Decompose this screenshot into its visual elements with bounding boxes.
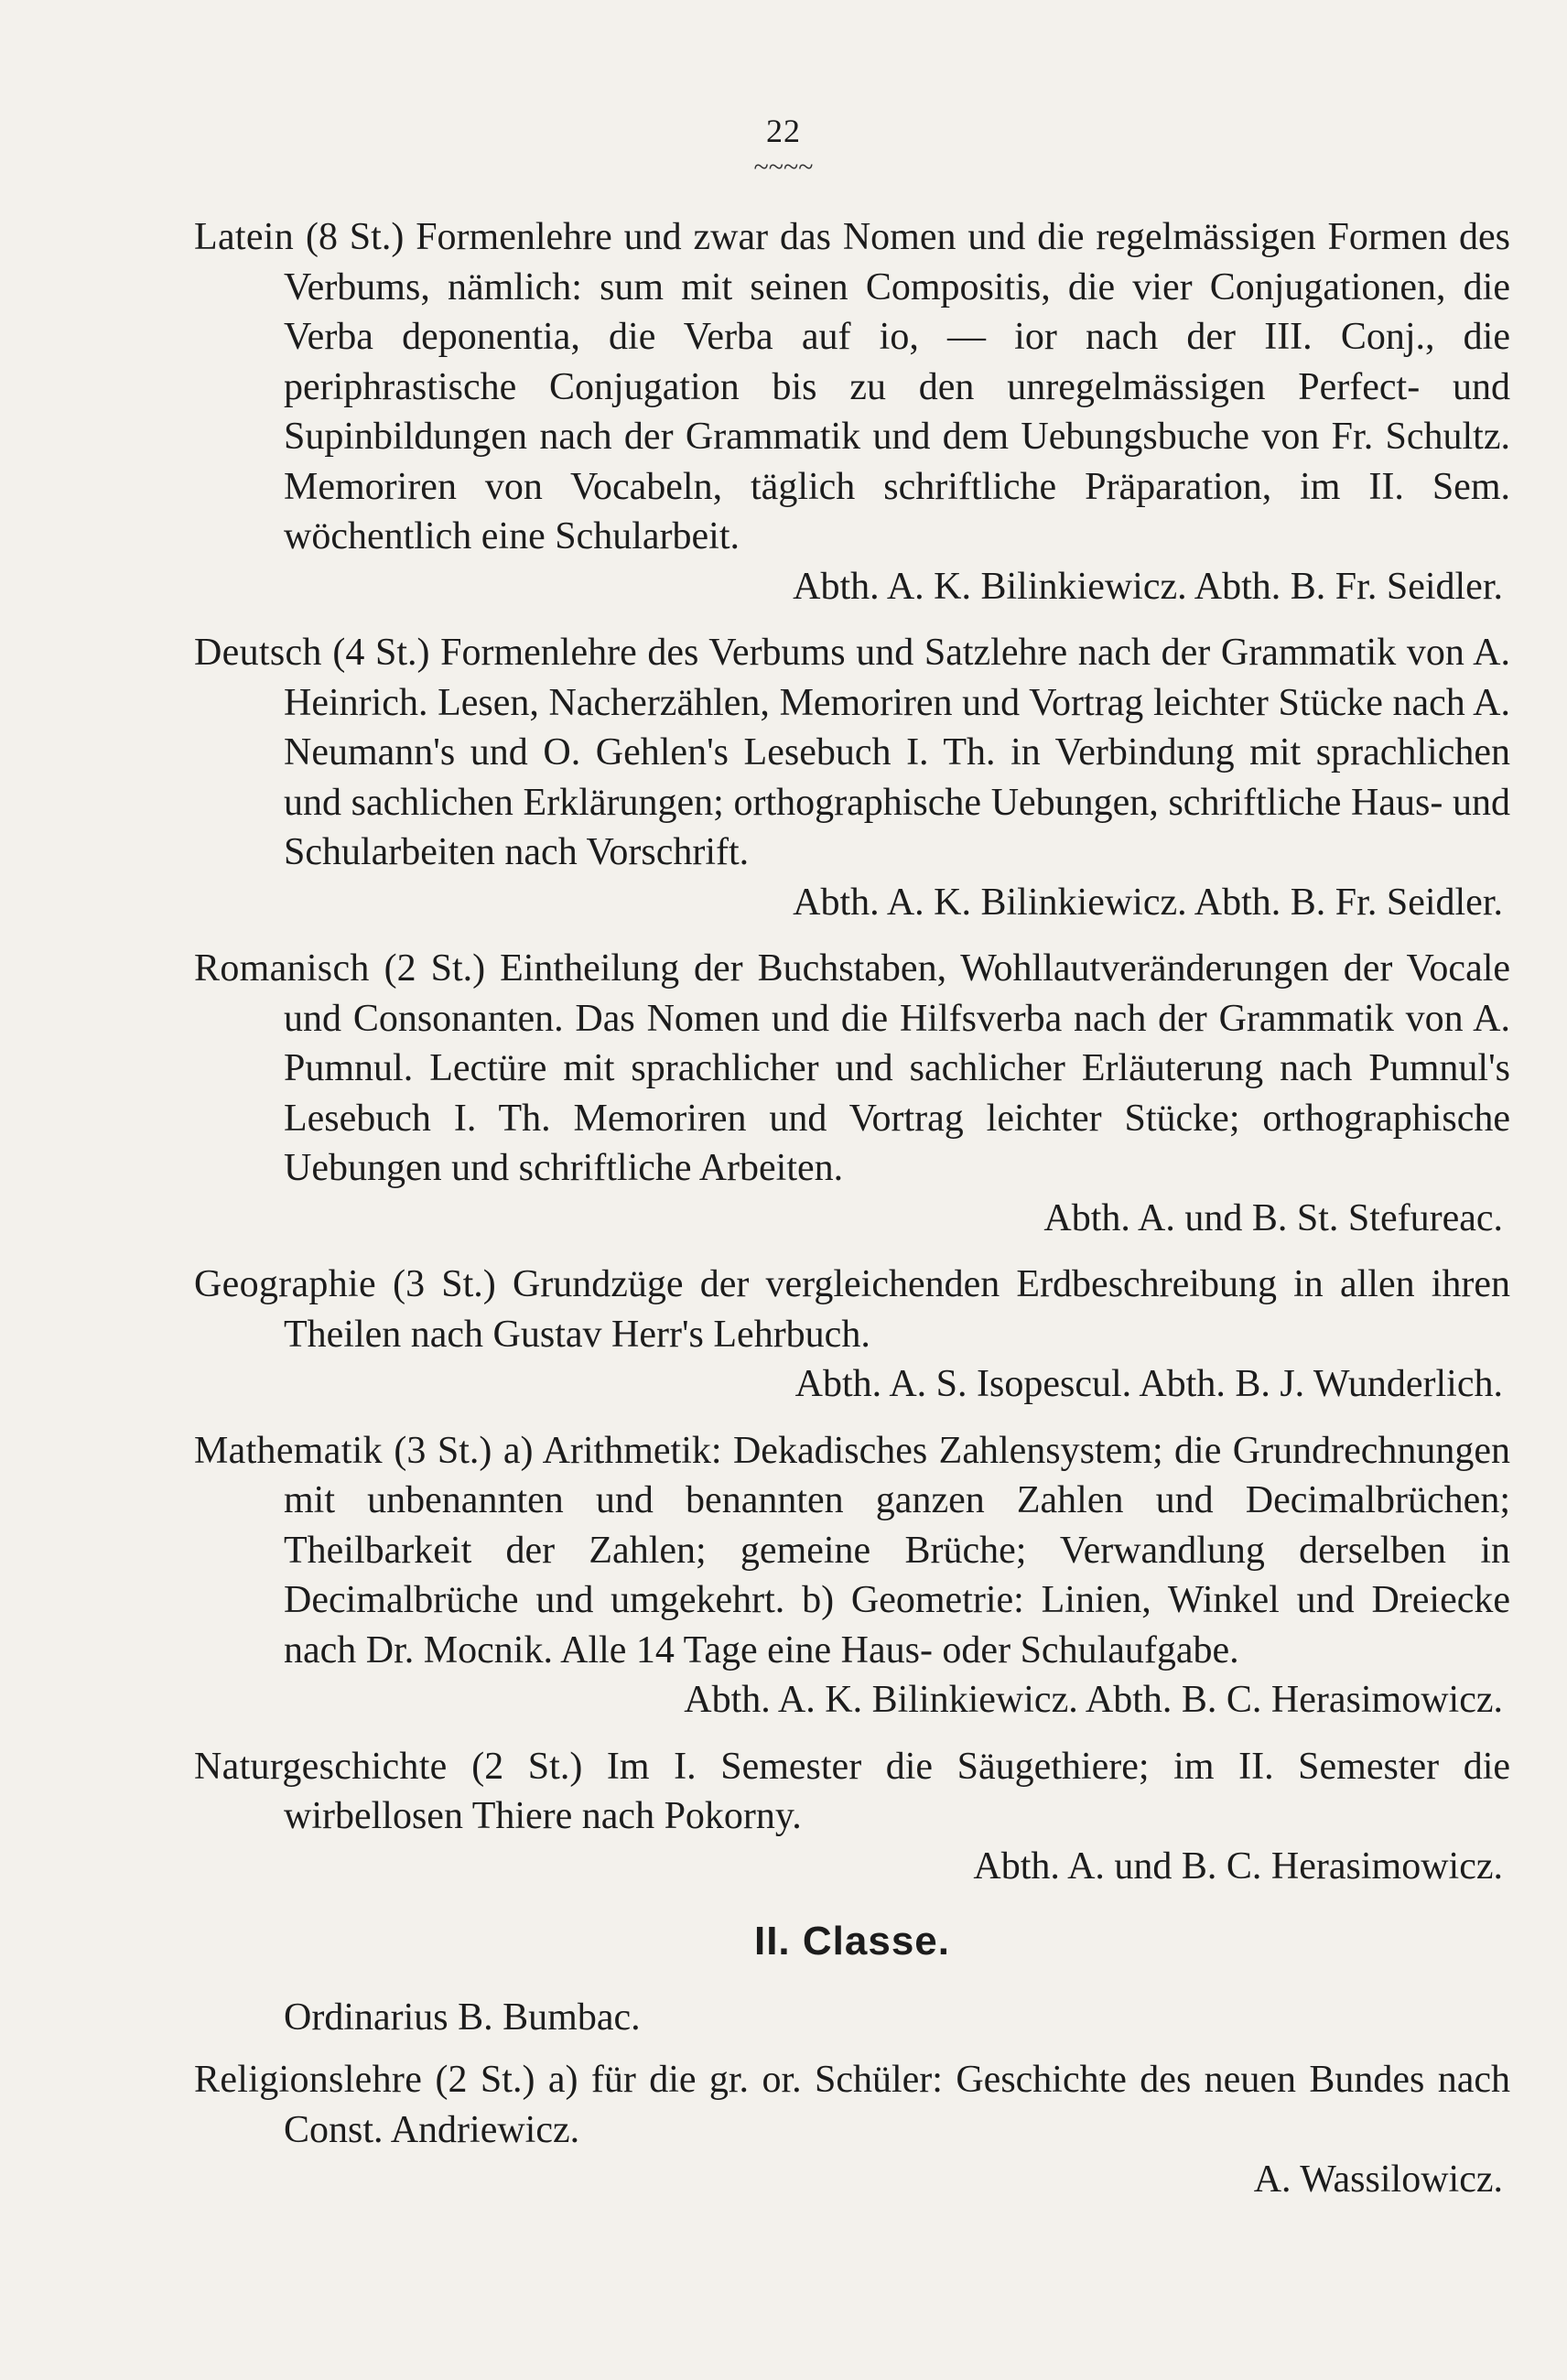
entry-body <box>194 2055 1510 2155</box>
entry-naturgeschichte <box>194 1742 1510 1892</box>
subject-description: Eintheilung der Buchstaben, Wohllautveränderungen der Vocale und Consonanten. Das Nomen und die Hilfsverba nach der Grammatik von A. Pumnul. Lectüre mit sprachlicher und sachlicher Erläuterung nach Pumnul's Lesebuch I. Th. Memoriren und Vortrag leichter Stücke; orthographische Uebungen und schriftliche Arbeiten. <box>284 947 1511 1189</box>
subject-name: Latein <box>194 216 295 258</box>
subject-description: Formenlehre und zwar das Nomen und die regelmässigen Formen des Verbums, nämlich: sum mit seinen Compositis, die vier Conjugationen, die Verba deponentia, die Verba auf io, — ior nach der III. Conj., die periphrastische Conjugation bis zu den unregelmässigen Perfect- und Supinbildungen nach der Grammatik und dem Uebungsbuche von Fr. Schultz. Memoriren von Vocabeln, täglich schriftliche Präparation, im II. Sem. wöchentlich eine Schularbeit. <box>284 216 1511 557</box>
subject-teachers: Abth. A. K. Bilinkiewicz. Abth. B. C. Herasimowicz. <box>684 1679 1503 1721</box>
subject-teachers: Abth. A. und B. C. Herasimowicz. <box>973 1844 1503 1888</box>
subject-hours: (4 St.) <box>332 632 430 674</box>
subject-teachers: Abth. A. K. Bilinkiewicz. Abth. B. Fr. Seidler. <box>793 881 1503 924</box>
class-heading: II. Classe. <box>753 1919 950 1964</box>
subject-description: Grundzüge der vergleichenden Erdbeschreibung in allen ihren Theilen nach Gustav Herr's Lehrbuch. <box>284 1263 1511 1356</box>
page-content <box>194 212 1510 2222</box>
subject-description: Im I. Semester die Säugethiere; im II. Semester die wirbellosen Thiere nach Pokorny. <box>284 1745 1511 1837</box>
subject-hours: (3 St.) <box>393 1263 496 1305</box>
entry-body <box>194 1426 1510 1676</box>
entry-deutsch <box>194 628 1510 927</box>
subject-name: Geographie <box>194 1263 376 1305</box>
entry-body <box>194 1742 1510 1842</box>
class-ordinarius: Ordinarius B. Bumbac. <box>284 1996 641 2039</box>
subject-name: Mathematik <box>194 1429 383 1472</box>
subject-hours: (2 St.) <box>435 2059 535 2101</box>
subject-hours: (2 St.) <box>384 947 486 990</box>
entry-mathematik <box>194 1426 1510 1726</box>
subject-hours: (8 St.) <box>305 216 405 258</box>
subject-name: Deutsch <box>194 632 322 674</box>
entry-latein <box>194 212 1510 611</box>
entry-religionslehre <box>194 2055 1510 2205</box>
subject-name: Naturgeschichte <box>194 1745 448 1788</box>
subject-teachers: Abth. A. K. Bilinkiewicz. Abth. B. Fr. Seidler. <box>793 565 1503 608</box>
subject-hours: (3 St.) <box>394 1429 492 1472</box>
subject-name: Romanisch <box>194 947 370 990</box>
entry-body <box>194 628 1510 878</box>
subject-description: a) für die gr. or. Schüler: Geschichte des neuen Bundes nach Const. Andriewicz. <box>284 2059 1511 2151</box>
subject-teachers: A. Wassilowicz. <box>1253 2158 1503 2201</box>
subject-hours: (2 St.) <box>471 1745 583 1788</box>
subject-teachers: Abth. A. S. Isopescul. Abth. B. J. Wunderlich. <box>794 1363 1503 1405</box>
entry-body <box>194 1260 1510 1359</box>
entry-body <box>194 944 1510 1194</box>
subject-name: Religionslehre <box>194 2059 423 2101</box>
subject-teachers: Abth. A. und B. St. Stefureac. <box>1043 1196 1503 1239</box>
entry-body <box>194 212 1510 562</box>
entry-romanisch <box>194 944 1510 1243</box>
subject-description: Formenlehre des Verbums und Satzlehre nach der Grammatik von A. Heinrich. Lesen, Nacherzählen, Memoriren und Vortrag leichter Stücke nach A. Neumann's und O. Gehlen's Lesebuch I. Th. in Verbindung mit sprachlichen und sachlichen Erklärungen; orthographische Uebungen, schriftliche Haus- und Schularbeiten nach Vorschrift. <box>284 632 1510 873</box>
subject-description: a) Arithmetik: Dekadisches Zahlensystem; die Grundrechnungen mit unbenannten und benannten ganzen Zahlen und Decimalbrüchen; Theilbarkeit der Zahlen; gemeine Brüche; Verwandlung derselben in Decimalbrüche und umgekehrt. b) Geometrie: Linien, Winkel und Dreiecke nach Dr. Mocnik. Alle 14 Tage eine Haus- oder Schulaufgabe. <box>284 1429 1511 1671</box>
entry-geographie <box>194 1260 1510 1410</box>
page-number: 22 <box>766 113 801 149</box>
page-number-ornament: ~~~~ <box>753 152 814 182</box>
